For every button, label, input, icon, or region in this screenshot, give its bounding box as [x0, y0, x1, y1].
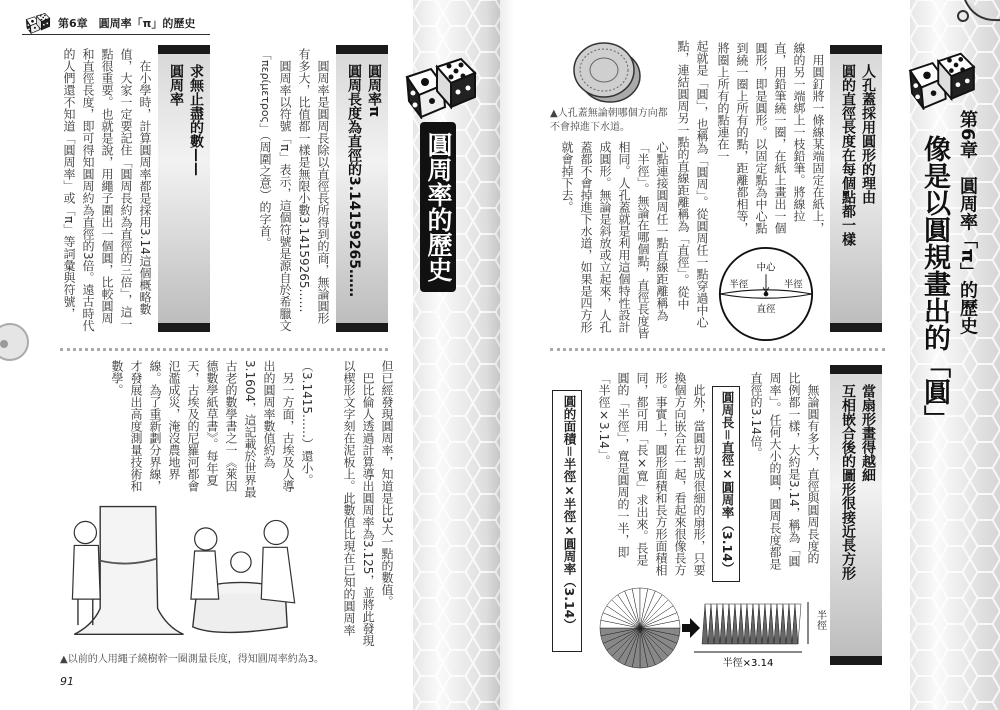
manhole-cover-image [570, 40, 642, 104]
area-text [586, 372, 708, 576]
height-label: 半徑 [814, 610, 826, 630]
area-formula: 圓的面積＝半徑×半徑×圓周率（3.14） [552, 390, 582, 652]
illustration-caption: ▲以前的人用繩子繞樹幹一圈測量長度，得知圓周率約為3。 [60, 654, 325, 665]
heading-line: 求無止盡的數—— [188, 64, 204, 176]
paragraph: 心點連接圓周任一點直線距離稱為「半徑」。無論在哪個點，直徑長度皆相同。人孔蓋就是利用這個特性設計成圓形。無論是斜放或立起來，人孔蓋都不會掉進下水道，如果是四方形就會掉下去。 [560, 141, 669, 339]
paragraph: 此外，當圓切割成很細的扇形，只要換個方向嵌合在一起，看起來很像長方形。事實上，圓形面積和長方形面積相同，都可用「長×寬」求出來。長是圓的「半徑」，寬是圓周的一半，即「半徑×3.14」。 [597, 372, 706, 576]
bell-decoration [955, 0, 1000, 30]
right-page [500, 0, 1000, 710]
paragraph: 用圓釘將一條線某端固定在紙上，線的另一端綁上一枝鉛筆。將線拉直，用鉛筆繞一圈，在紙上畫出一個圓形，即是圓形。以固定點為中心點到繞一圈上所有的點，距離都相等，將圈上所有的點連在一 [716, 42, 825, 234]
dice-icon [22, 12, 54, 34]
paragraph: 但已經發現圓周率，知道是比3大一點的數值。 [380, 360, 394, 608]
paragraph: 另一方面，古埃及人導出的圓周率數值約為3.1604，這記載於世界最古老的數學書之一《萊因德數學紙草書》。每年夏天，古埃及的尼羅河都會氾濫成災，淹沒農地界線。為了重新劃分界線，才發展出高度測量技術和數學。 [110, 360, 295, 498]
dice-icon [903, 50, 981, 110]
heading-line: 當扇形畫得越細 [860, 384, 876, 482]
section-heading-manhole [830, 45, 882, 332]
egypt-text [70, 360, 316, 500]
heading-line: 人孔蓋採用圓形的理由 [860, 64, 876, 204]
paragraph: 無論圓有多大，直徑與圓周長度的比例都一樣，大約是3.14，稱為「圓周率」。任何大小的圓，圓周長度都是直徑的3.14倍。 [749, 372, 820, 570]
paragraph: 起就是「圓」，也稱為「圓周」。從圓周任一點穿過中心點，連結圓周另一點的直線距離稱為「直徑」。從中 [676, 40, 709, 328]
diameter-label: 直徑 [756, 303, 776, 315]
circumference-formula: 圓周長＝直徑×圓周率（3.14） [712, 386, 740, 582]
greek-word: περίμετρος [259, 60, 272, 124]
paragraph: 圓周率是圓周長除以直徑長所得到的商，無論圓形有多大，比值都一樣是無限小數3.14159265…… [297, 48, 330, 324]
side-title: 圓周率的歷史 [420, 122, 456, 292]
manhole-caption: ▲人孔蓋無論朝哪個方向都不會掉進下水道。 [550, 108, 668, 133]
circle-definition-text [671, 40, 711, 342]
width-label: 半徑×3.14 [722, 658, 774, 669]
section-heading-sectors [830, 365, 882, 665]
paragraph: 在小學時，計算圓周率都是採用3.14這個概略數值，大家一定要記住「圓周長約為直徑的三倍」，這一點很重要。也就是說，用繩子圍出一個圓，比較圓周和直徑長度，即可得知圓周約為直徑的3倍。遠古時代的人們還不知道「圓周率」或「π」等詞彙與符號， [62, 48, 152, 332]
babylon-text [320, 360, 396, 652]
paragraph [255, 48, 294, 332]
divider [60, 348, 388, 351]
text: 圓周率以符號「π」表示，這個符號是源自於希臘文「 [258, 48, 292, 332]
manhole-text [555, 141, 671, 341]
pi-definition-text [234, 48, 332, 332]
tree-measuring-illustration [65, 502, 315, 650]
center-label: 中心 [756, 262, 776, 274]
dice-icon [402, 55, 480, 119]
radius-label: 半徑 [729, 279, 749, 291]
side-chapter-label: 第6章 圓周率「π」的歷史 [957, 110, 978, 335]
divider [550, 348, 885, 351]
bell-decoration [0, 320, 35, 365]
radius-label: 半徑 [783, 279, 803, 291]
heading-line: 圓的直徑長度在每個點都一樣 [840, 64, 856, 246]
heading-line: 互相嵌合後的圖形很接近長方形 [840, 384, 856, 580]
page-number: 91 [60, 675, 74, 688]
heading-line: 圓周長度為直徑的3.14159265…… [346, 64, 362, 297]
circle-diagram [718, 246, 814, 342]
paragraph: 巴比倫人透過計算導出圓周率為3.125，並將此發現以楔形文字刻在泥板上。此數值比現在已知的圓周率 [342, 360, 375, 647]
paragraph: （3.1415……）還小。 [300, 360, 314, 486]
heading-line: 圓周率π [366, 64, 382, 118]
section-heading-endless [158, 45, 210, 332]
side-title: 像是以圓規畫出的「圓」 [919, 135, 950, 432]
pi-ratio-text [742, 372, 822, 572]
running-header [22, 12, 210, 35]
sector-rearrangement-diagram [598, 584, 828, 674]
section-heading-pi [336, 45, 388, 332]
primary-school-text [54, 48, 154, 332]
heading-line: 圓周率 [168, 64, 184, 106]
running-header-text: 第6章 圓周率「π」的歷史 [58, 17, 196, 30]
text: 」（周圍之意）的字首。 [258, 123, 272, 250]
circle-drawing-text [711, 42, 827, 242]
